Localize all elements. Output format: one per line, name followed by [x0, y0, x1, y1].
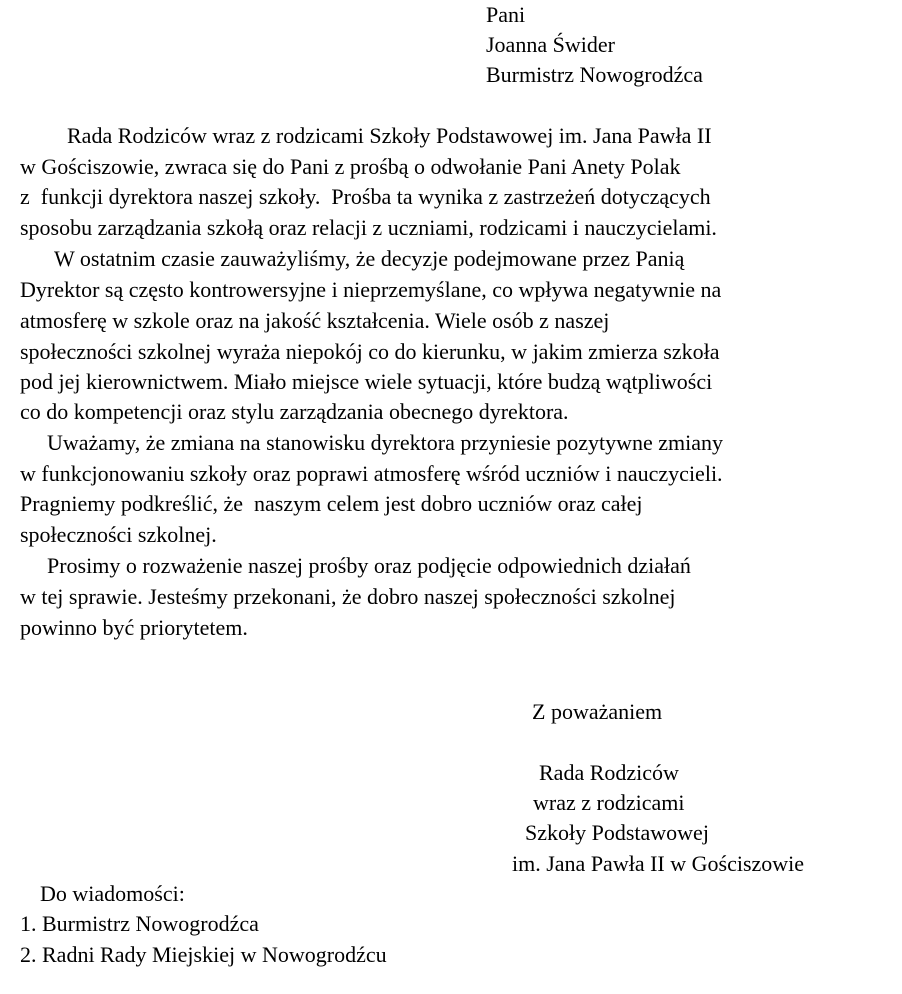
body-line: atmosferę w szkole oraz na jakość kształcenia. Wiele osób z naszej	[20, 308, 610, 333]
body-line: Pragniemy podkreślić, że naszym celem jest dobro uczniów oraz całej	[20, 491, 643, 516]
body-line: sposobu zarządzania szkołą oraz relacji z uczniami, rodzicami i nauczycielami.	[20, 215, 717, 240]
closing-greeting: Z poważaniem	[532, 699, 663, 724]
body-line: Dyrektor są często kontrowersyjne i nieprzemyślane, co wpływa negatywnie na	[20, 277, 722, 302]
body-line: w funkcjonowaniu szkoły oraz poprawi atmosferę wśród uczniów i nauczycieli.	[20, 461, 723, 486]
body-line: Uważamy, że zmiana na stanowisku dyrektora przyniesie pozytywne zmiany	[47, 430, 724, 455]
body-line: powinno być priorytetem.	[20, 615, 248, 640]
body-line: Rada Rodziców wraz z rodzicami Szkoły Podstawowej im. Jana Pawła II	[67, 123, 712, 148]
body-line: co do kompetencji oraz stylu zarządzania obecnego dyrektora.	[20, 399, 569, 424]
body-line: W ostatnim czasie zauważyliśmy, że decyzje podejmowane przez Panią	[54, 246, 685, 271]
body-line: z funkcji dyrektora naszej szkoły. Prośba ta wynika z zastrzeżeń dotyczących	[20, 184, 711, 209]
cc-item: 1. Burmistrz Nowogrodźca	[20, 911, 259, 936]
signature-line: wraz z rodzicami	[533, 790, 685, 815]
recipient-salutation: Pani	[486, 2, 526, 27]
body-line: społeczności szkolnej wyraża niepokój co do kierunku, w jakim zmierza szkoła	[20, 339, 720, 364]
body-line: Prosimy o rozważenie naszej prośby oraz podjęcie odpowiednich działań	[47, 553, 691, 578]
body-line: pod jej kierownictwem. Miało miejsce wiele sytuacji, które budzą wątpliwości	[20, 369, 713, 394]
cc-heading: Do wiadomości:	[40, 881, 185, 906]
body-line: w Gościszowie, zwraca się do Pani z prośbą o odwołanie Pani Anety Polak	[20, 154, 681, 179]
signature-line: Rada Rodziców	[539, 760, 679, 785]
body-line: społeczności szkolnej.	[20, 522, 217, 547]
signature-line: Szkoły Podstawowej	[525, 820, 709, 845]
cc-item: 2. Radni Rady Miejskiej w Nowogrodźcu	[20, 942, 387, 967]
recipient-title: Burmistrz Nowogrodźca	[486, 62, 703, 87]
signature-line: im. Jana Pawła II w Gościszowie	[512, 851, 805, 876]
recipient-name: Joanna Świder	[486, 32, 615, 57]
body-line: w tej sprawie. Jesteśmy przekonani, że dobro naszej społeczności szkolnej	[20, 584, 676, 609]
